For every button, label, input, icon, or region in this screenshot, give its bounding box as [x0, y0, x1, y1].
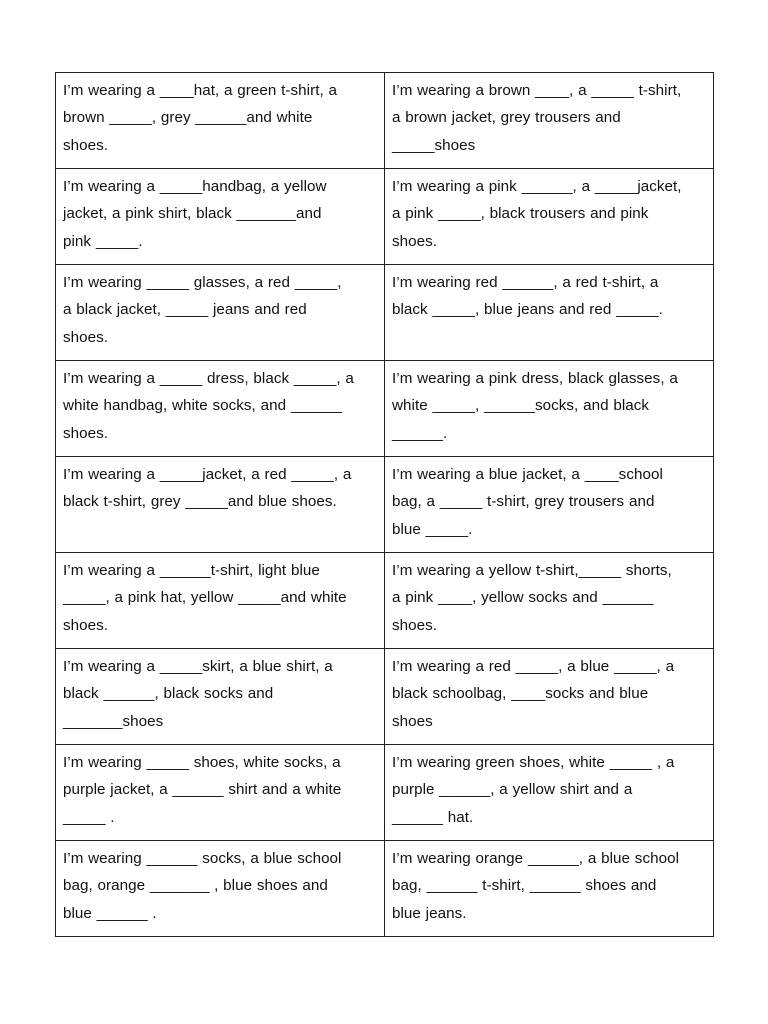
card-text-line: I’m wearing a brown ____, a _____ t-shirt, — [392, 82, 682, 99]
card-text-line: a pink ____, yellow socks and ______ — [392, 589, 654, 607]
card-row — [56, 361, 714, 457]
card-rows — [56, 73, 714, 937]
card-row — [56, 841, 714, 937]
card-cell-right — [385, 841, 714, 937]
card-cell-right — [385, 649, 714, 745]
card-text-line: purple jacket, a ______ shirt and a white — [63, 781, 342, 799]
card-row — [56, 457, 714, 553]
card-text-line: brown _____, grey ______and white — [63, 109, 313, 127]
card-cell-right — [385, 169, 714, 265]
card-row — [56, 649, 714, 745]
card-text-line: a brown jacket, grey trousers and — [392, 109, 621, 127]
card-cell-left — [56, 169, 385, 265]
card-cell-left — [56, 265, 385, 361]
card-text-line: _____shoes — [392, 136, 476, 154]
card-text-line: shoes. — [63, 328, 109, 346]
card-row — [56, 265, 714, 361]
card-cell-right — [385, 745, 714, 841]
card-cell-right — [385, 457, 714, 553]
card-text-line: blue ______ . — [63, 904, 157, 922]
card-cell-right — [385, 361, 714, 457]
card-text-line: I’m wearing a ____hat, a green t-shirt, a — [63, 82, 338, 99]
card-text-line: I’m wearing a _____skirt, a blue shirt, a — [63, 658, 333, 675]
card-row — [56, 169, 714, 265]
card-text-line: _______shoes — [63, 712, 164, 730]
card-text-line: jacket, a pink shirt, black _______and — [63, 205, 322, 223]
card-text-line: purple ______, a yellow shirt and a — [392, 781, 633, 799]
card-text-line: bag, orange _______ , blue shoes and — [63, 877, 328, 895]
card-text-line: shoes. — [63, 136, 109, 154]
card-text-line: shoes. — [63, 424, 109, 442]
card-text-line: a pink _____, black trousers and pink — [392, 205, 649, 223]
card-text-line: I’m wearing red ______, a red t-shirt, a — [392, 274, 659, 291]
card-text-line: I’m wearing a pink dress, black glasses, a — [392, 370, 678, 387]
card-row — [56, 745, 714, 841]
card-text-line: black _____, blue jeans and red _____. — [392, 301, 663, 319]
card-cell-left — [56, 73, 385, 169]
clothes-fill-in-table — [55, 72, 714, 937]
card-text-line: ______ hat. — [392, 808, 474, 826]
card-text-line: black ______, black socks and — [63, 685, 274, 703]
card-text-line: I’m wearing a yellow t-shirt,_____ shorts, — [392, 562, 672, 579]
card-text-line: _____ . — [63, 808, 115, 826]
card-cell-left — [56, 553, 385, 649]
card-text-line: I’m wearing a _____jacket, a red _____, a — [63, 466, 352, 483]
card-text-line: shoes. — [392, 232, 438, 250]
card-text-line: I’m wearing orange ______, a blue school — [392, 850, 679, 867]
card-text-line: shoes. — [63, 616, 109, 634]
card-cell-left — [56, 457, 385, 553]
card-text-line: I’m wearing _____ glasses, a red _____, — [63, 274, 342, 291]
card-text-line: I’m wearing a ______t-shirt, light blue — [63, 562, 320, 579]
card-cell-right — [385, 553, 714, 649]
card-text-line: a black jacket, _____ jeans and red — [63, 301, 307, 319]
card-text-line: bag, a _____ t-shirt, grey trousers and — [392, 493, 655, 511]
worksheet — [55, 72, 714, 937]
card-cell-left — [56, 649, 385, 745]
card-cell-left — [56, 361, 385, 457]
card-text-line: I’m wearing ______ socks, a blue school — [63, 850, 342, 867]
card-text-line: I’m wearing a _____ dress, black _____, a — [63, 370, 354, 387]
card-text-line: black schoolbag, ____socks and blue — [392, 685, 649, 703]
card-cell-right — [385, 265, 714, 361]
card-text-line: black t-shirt, grey _____and blue shoes. — [63, 493, 337, 511]
card-text-line: I’m wearing a pink ______, a _____jacket, — [392, 178, 682, 195]
card-text-line: ______. — [392, 424, 448, 442]
card-text-line: I’m wearing green shoes, white _____ , a — [392, 754, 675, 771]
card-row — [56, 73, 714, 169]
card-text-line: shoes. — [392, 616, 438, 634]
card-text-line: shoes — [392, 712, 433, 730]
card-text-line: I’m wearing _____ shoes, white socks, a — [63, 754, 341, 771]
card-text-line: _____, a pink hat, yellow _____and white — [63, 589, 347, 607]
card-text-line: bag, ______ t-shirt, ______ shoes and — [392, 877, 657, 895]
card-text-line: white _____, ______socks, and black — [392, 397, 650, 415]
card-text-line: pink _____. — [63, 232, 143, 250]
card-text-line: blue jeans. — [392, 904, 467, 922]
card-text-line: I’m wearing a _____handbag, a yellow — [63, 178, 327, 195]
card-cell-right — [385, 73, 714, 169]
card-text-line: blue _____. — [392, 520, 473, 538]
card-row — [56, 553, 714, 649]
card-text-line: I’m wearing a red _____, a blue _____, a — [392, 658, 675, 675]
card-cell-left — [56, 745, 385, 841]
card-cell-left — [56, 841, 385, 937]
card-text-line: white handbag, white socks, and ______ — [63, 397, 342, 415]
card-text-line: I’m wearing a blue jacket, a ____school — [392, 466, 663, 483]
